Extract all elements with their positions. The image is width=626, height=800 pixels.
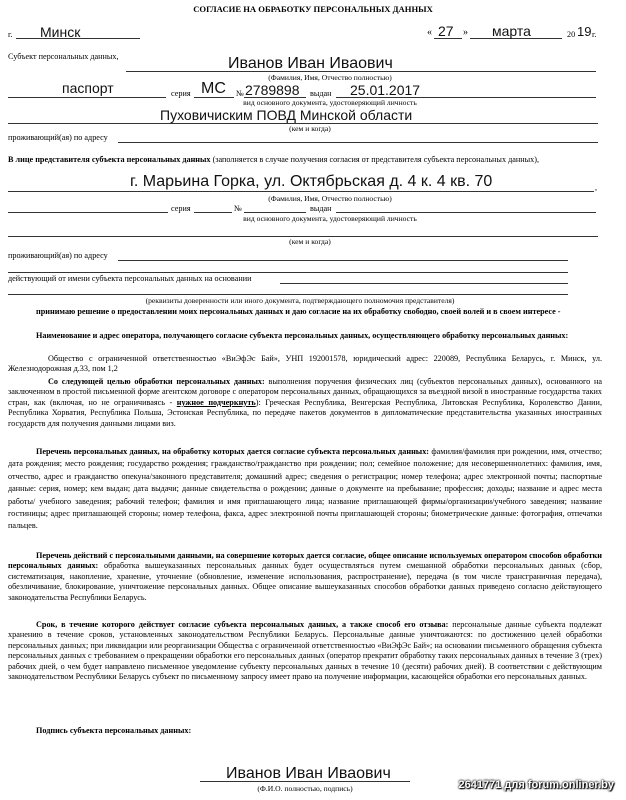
document-title: СОГЛАСИЕ НА ОБРАБОТКУ ПЕРСОНАЛЬНЫХ ДАННЫХ	[193, 4, 433, 14]
actions-heading: Перечень действий с персональными данными, на совершение которых дается согласие, общее описание используемых оператором способов обработки персональных данных:	[8, 551, 602, 571]
basis-underline	[280, 283, 568, 284]
rep-number-label: №	[234, 204, 242, 213]
date-quote-close: »	[463, 27, 468, 38]
basis-underline-2	[8, 294, 568, 295]
date-quote-open: «	[427, 27, 432, 38]
term-heading: Срок, в течение которого действует согласие субъекта персональных данных, а также способ его отзыва:	[36, 620, 449, 629]
date-year[interactable]: 19	[577, 24, 592, 39]
rep-doc-underline	[8, 212, 168, 213]
address-underline	[118, 142, 598, 143]
doc-type-underline	[8, 97, 166, 98]
subject-label: Субъект персональных данных,	[8, 52, 119, 61]
subject-address[interactable]: г. Марьина Горка, ул. Октябрьская д. 4 к. 4 кв. 70	[130, 173, 493, 190]
subject-name[interactable]: Иванов Иван Иваович	[228, 55, 393, 72]
subject-issued-by[interactable]: Пуховичиским ПОВД Минской области	[160, 107, 413, 123]
subject-series[interactable]: МС	[201, 80, 226, 97]
term-paragraph	[8, 620, 602, 682]
subject-name-caption: (Фамилия, Имя, Отчество полностью)	[268, 73, 392, 82]
signature-label: Подпись субъекта персональных данных:	[36, 726, 192, 735]
representative-name-caption: (Фамилия, Имя, Отчество полностью)	[268, 194, 392, 203]
rep-doc-caption: вид основного документа, удостоверяющий личность	[243, 214, 417, 223]
rep-address-underline	[118, 260, 568, 261]
purpose-paragraph	[8, 377, 602, 429]
subject-number[interactable]: 2789898	[245, 82, 300, 98]
date-day[interactable]: 27	[438, 23, 454, 39]
forum-watermark: 2641771 для forum.onliner.by	[458, 778, 614, 791]
term-text: персональные данные субъекта подлежат хранению в течение сроков, установленных законодательством Республики Беларусь. Персональные данные уничтожаются: по достижению целей обработки персональных данных; при ликвидации или реорганизации Общества с ограниченной ответственностью «ВиЭфЭс Бай»; на основании письменного обращения субъекта персональных данных с требованием о прекращении обработки его персональных данных (оператор прекратит обработку таких персональных данных в течение 3 (трех) рабочих дней, о чем будет направлено письменное уведомление субъекту персональных данных в течение 10 (десяти) рабочих дней). В соответствии с действующим законодательством Республики Беларусь субъект по письменному запросу имеет право на получение информации, касающейся обработки его персональных данных.	[8, 620, 603, 682]
basis-caption: (реквизиты доверенности или иного документа, подтверждающего полномочия представителя)	[145, 296, 455, 305]
address-label: проживающий(ая) по адресу	[8, 133, 108, 142]
basis-label: действующий от имени субъекта персональных данных на основании	[8, 274, 252, 283]
city-prefix: г.	[8, 30, 13, 39]
rep-number-underline	[244, 212, 306, 213]
number-label: №	[236, 89, 244, 98]
subject-doc-type[interactable]: паспорт	[62, 80, 114, 96]
representative-comma: ,	[595, 183, 598, 192]
data-list-paragraph	[8, 446, 602, 533]
rep-address-label: проживающий(ая) по адресу	[8, 251, 108, 260]
rep-issued-label: выдан	[310, 204, 332, 213]
doc-type-caption: вид основного документа, удостоверяющий личность	[243, 98, 417, 107]
purpose-text-2: ): Греческая Республика, Венгерская Республика, Литовская Республика, Королевство Дании, Республика Хорватия, Республика Польша, Эстонская Республика, по передаче пакетов документов в дипломатические представительства указанных иностранных государств для получения данными лицами виз.	[8, 397, 602, 428]
operator-text: Общество с ограниченной ответственностью «ВиЭфЭс Бай», УНП 192001578, юридический адрес: 220089, Республика Беларусь, г. Минск, ул. Железнодорожная д.33, пом 1,2	[8, 354, 602, 374]
operator-heading: Наименование и адрес оператора, получающего согласие субъекта персональных данных, осуществляющего обработку персональных данных:	[36, 331, 569, 340]
purpose-text: выполнения поручения физических лиц (субъектов персональных данных), основанного на заключенном в простой письменной форме агентском договоре с оператором персональных данных, обращающихся за въездной визой в иностранные государства таких стран, как (включая, но не ограничиваясь -	[8, 377, 602, 407]
rep-address-underline-2	[8, 272, 568, 273]
data-list-text: фамилия/фамилия при рождении, имя, отчество; дата рождения; место рождения; государство рождения; гражданство/гражданство при рождении; пол; семейное положение; для несовершеннолетних: фамилия, имя, отчество, адрес и гражданство опекуна/законного представителя; домашний адрес; сведения о регистрации; номер телефона; адрес электронной почты; паспортные данные: серия, номер; кем выдан; дата выдачи; данные свидетельства о рождении; данные о документе на пребывание; профессия; доходы; название и адрес места работы/ учебного заведения; рабочий телефон; фамилия и имя приглашающего лица; название приглашающей фирмы/организации/учебного заведения; название гостиницы; адрес приглашающей стороны; номер телефона, факса, адрес электронной почты приглашающей стороны; биометрические данные: фотография, отпечатки пальцев.	[8, 447, 602, 531]
signature-caption: (Ф.И.О. полностью, подпись)	[257, 784, 353, 793]
year-suffix: г.	[592, 30, 597, 39]
representative-label-bold: В лице представителя субъекта персональных данных	[8, 155, 211, 164]
city-value[interactable]: Минск	[40, 24, 81, 40]
decision-text: принимаю решение о предоставлении моих персональных данных и даю согласие на их обработку свободно, своей волей и в своем интересе -	[36, 307, 561, 316]
rep-series-label: серия	[171, 204, 191, 213]
rep-series-underline	[194, 212, 232, 213]
rep-issued-underline	[336, 212, 596, 213]
issued-label: выдан	[310, 89, 332, 98]
signature-name[interactable]: Иванов Иван Иваович	[226, 765, 391, 782]
date-month[interactable]: марта	[492, 23, 531, 39]
actions-text: обработка вышеуказанных персональных данных будет осуществляться путем смешанной обработки персональных данных (сбор, систематизация, накопление, хранение, уточнение (обновление, изменение использования, распространение), передача (в том числе трансграничная передача), обезличивание, блокирование, уничтожение персональных данных. Общее описание вышеуказанных способов обработки данных приведено согласно действующего законодательства Республики Беларусь.	[8, 561, 602, 602]
series-label: серия	[171, 89, 191, 98]
rep-issued-by-caption: (кем и когда)	[289, 237, 331, 246]
representative-label-rest: (заполняется в случае получения согласия от представителя субъекта персональных данных),	[210, 155, 540, 164]
data-list-heading: Перечень персональных данных, на обработку которых дается согласие субъекта персональных данных:	[36, 447, 430, 456]
subject-issued-date[interactable]: 25.01.2017	[350, 82, 421, 98]
year-prefix: 20	[567, 30, 576, 39]
representative-name-underline	[8, 191, 594, 192]
purpose-underlined: нужное подчеркнуть	[176, 397, 256, 407]
actions-paragraph	[8, 551, 602, 603]
purpose-heading: Со следующей целью обработки персональных данных:	[48, 377, 265, 386]
representative-label	[8, 155, 602, 165]
issued-by-caption: (кем и когда)	[289, 124, 331, 133]
